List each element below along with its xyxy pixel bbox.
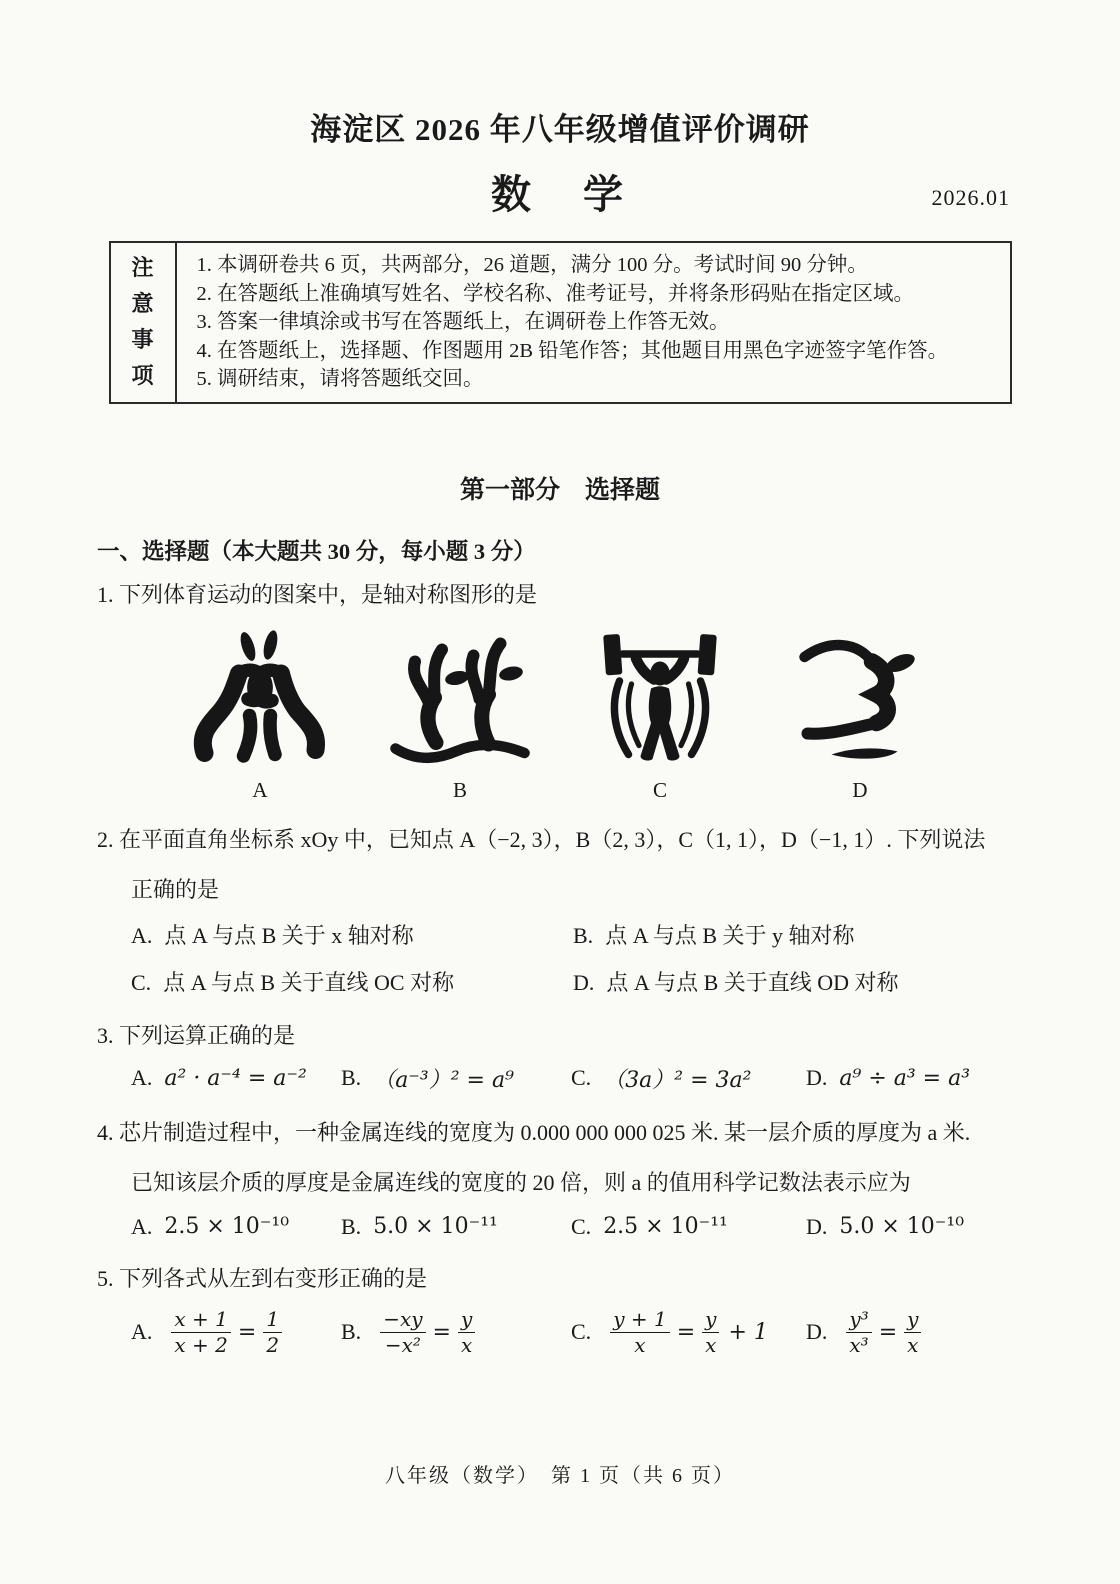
equals-sign: =: [878, 1319, 898, 1345]
option-3d: [806, 1065, 970, 1091]
option-5d: [806, 1308, 930, 1357]
notice-label-cell: [111, 243, 177, 402]
option-4d: [806, 1214, 964, 1240]
question-2-stem-line2: 正确的是: [131, 876, 220, 902]
figure-option-b: [360, 624, 560, 803]
fraction: $\frac{y}{x}$: [702, 1308, 719, 1357]
question-5-options: [131, 1308, 1120, 1357]
question-4-options: [131, 1214, 1120, 1240]
figure-option-a: [160, 624, 360, 803]
page-footer: 八年级（数学） 第 1 页（共 6 页）: [385, 1465, 735, 1487]
notice-item: 1. 本调研卷共 6 页，共两部分，26 道题，满分 100 分。考试时间 90 分钟。: [196, 254, 868, 276]
figure-label-a: A: [252, 777, 268, 802]
option-text: 点 A 与点 B 关于 x 轴对称: [164, 922, 414, 948]
question-5-stem: 5. 下列各式从左到右变形正确的是: [97, 1265, 428, 1291]
question-2-options-row1: [131, 919, 1120, 950]
section-instructions: 一、选择题（本大题共 30 分，每小题 3 分）: [97, 538, 536, 564]
figure-label-c: C: [652, 777, 667, 802]
weightlifting-icon: [585, 624, 735, 774]
option-text: 点 A 与点 B 关于 y 轴对称: [605, 922, 855, 948]
equals-sign: =: [676, 1319, 696, 1345]
fraction: $\frac{y + 1}{x}$: [610, 1308, 670, 1357]
notice-item: 4. 在答题纸上，选择题、作图题用 2B 铅笔作答；其他题目用黑色字迹签字笔作答。: [196, 339, 949, 362]
question-1-figures: [0, 624, 1120, 803]
question-3-options: [131, 1063, 1120, 1094]
notice-item: 5. 调研结束，请将答题纸交回。: [196, 368, 484, 390]
question-4-stem-line2: 已知该层介质的厚度是金属连线的宽度的 20 倍，则 a 的值用科学记数法表示应为: [131, 1169, 911, 1195]
question-2-options-row2: [131, 966, 1120, 997]
speed-skating-icon: [785, 624, 935, 774]
option-3c: [571, 1063, 806, 1094]
option-label: D.: [806, 1213, 828, 1239]
equals-sign: =: [237, 1319, 257, 1345]
option-label: B.: [341, 1213, 362, 1239]
option-label: D.: [573, 969, 595, 995]
option-label: A.: [131, 1065, 153, 1090]
fraction: $\frac{\text{y³}}{\text{x³}}$: [846, 1308, 871, 1357]
option-formula: 2.5 × 10⁻¹¹: [603, 1214, 728, 1239]
question-3-stem: 3. 下列运算正确的是: [97, 1022, 296, 1048]
option-formula: a² · a⁻⁴ = a⁻²: [164, 1065, 307, 1091]
figure-label-b: B: [452, 777, 467, 802]
option-text: 点 A 与点 B 关于直线 OC 对称: [163, 969, 455, 995]
option-label: C.: [131, 969, 152, 995]
option-4b: [341, 1214, 571, 1240]
option-formula: a⁹ ÷ a³ = a³: [839, 1065, 971, 1091]
option-formula: （3a）² = 3a²: [603, 1067, 752, 1093]
notice-items: [177, 243, 1010, 402]
fraction: $\frac{x + 1}{x + 2}$: [171, 1308, 230, 1357]
option-label: A.: [131, 1319, 153, 1344]
equals-sign: =: [432, 1319, 451, 1345]
question-1-stem: 1. 下列体育运动的图案中，是轴对称图形的是: [97, 581, 538, 607]
notice-label: 注意事项: [131, 255, 154, 389]
option-formula: 5.0 × 10⁻¹¹: [373, 1214, 498, 1239]
figure-label-d: D: [852, 777, 868, 802]
formula-suffix: + 1: [728, 1319, 768, 1345]
option-5a: [131, 1308, 341, 1357]
option-label: B.: [341, 1319, 362, 1344]
notice-box: [109, 241, 1012, 404]
wrestling-icon: [185, 624, 335, 774]
option-formula: （a⁻³）² = a⁹: [373, 1067, 514, 1093]
question-4-stem-line1: 4. 芯片制造过程中，一种金属连线的宽度为 0.000 000 000 025 米. 某一层介质的厚度为 a 米.: [97, 1119, 971, 1145]
option-4a: [131, 1214, 341, 1240]
option-label: A.: [131, 1213, 153, 1239]
option-label: D.: [806, 1319, 828, 1344]
option-4c: [571, 1214, 806, 1240]
option-3b: [341, 1063, 571, 1094]
option-formula: 5.0 × 10⁻¹⁰: [839, 1214, 965, 1239]
fraction: $\frac{-xy}{\text{−x²}}$: [380, 1308, 425, 1357]
option-5b: [341, 1308, 571, 1357]
option-label: B.: [341, 1065, 362, 1090]
figure-option-d: [760, 624, 960, 803]
option-label: B.: [573, 922, 594, 948]
exam-date: 2026.01: [931, 185, 1010, 210]
option-label: D.: [806, 1065, 828, 1090]
subject-title: 数 学: [491, 172, 629, 217]
notice-item: 2. 在答题纸上准确填写姓名、学校名称、准考证号，并将条形码贴在指定区域。: [196, 282, 914, 305]
fraction: $\frac{y}{x}$: [904, 1308, 921, 1357]
option-2b: [573, 919, 1015, 950]
synchronized-swimming-icon: [385, 624, 535, 774]
subject-row: [0, 163, 1120, 217]
notice-item: 3. 答案一律填涂或书写在答题纸上，在调研卷上作答无效。: [196, 311, 730, 333]
page-title: 海淀区 2026 年八年级增值评价调研: [310, 112, 810, 147]
option-label: C.: [571, 1065, 592, 1090]
fraction: $\frac{y}{x}$: [458, 1308, 475, 1357]
option-label: A.: [131, 922, 153, 948]
question-2-stem-line1: 2. 在平面直角坐标系 xOy 中，已知点 A（−2, 3），B（2, 3），C（1, 1），D（−1, 1）. 下列说法: [97, 826, 986, 852]
figure-option-c: [560, 624, 760, 803]
fraction: $\frac{1}{2}$: [263, 1308, 282, 1357]
option-2c: [131, 966, 573, 997]
option-2d: [573, 966, 1015, 997]
option-text: 点 A 与点 B 关于直线 OD 对称: [606, 969, 899, 995]
part-title: 第一部分 选择题: [459, 476, 660, 504]
option-formula: 2.5 × 10⁻¹⁰: [164, 1214, 290, 1239]
option-3a: [131, 1065, 341, 1091]
option-5c: [571, 1308, 806, 1357]
option-label: C.: [571, 1319, 592, 1344]
option-2a: [131, 919, 573, 950]
option-label: C.: [571, 1213, 592, 1239]
